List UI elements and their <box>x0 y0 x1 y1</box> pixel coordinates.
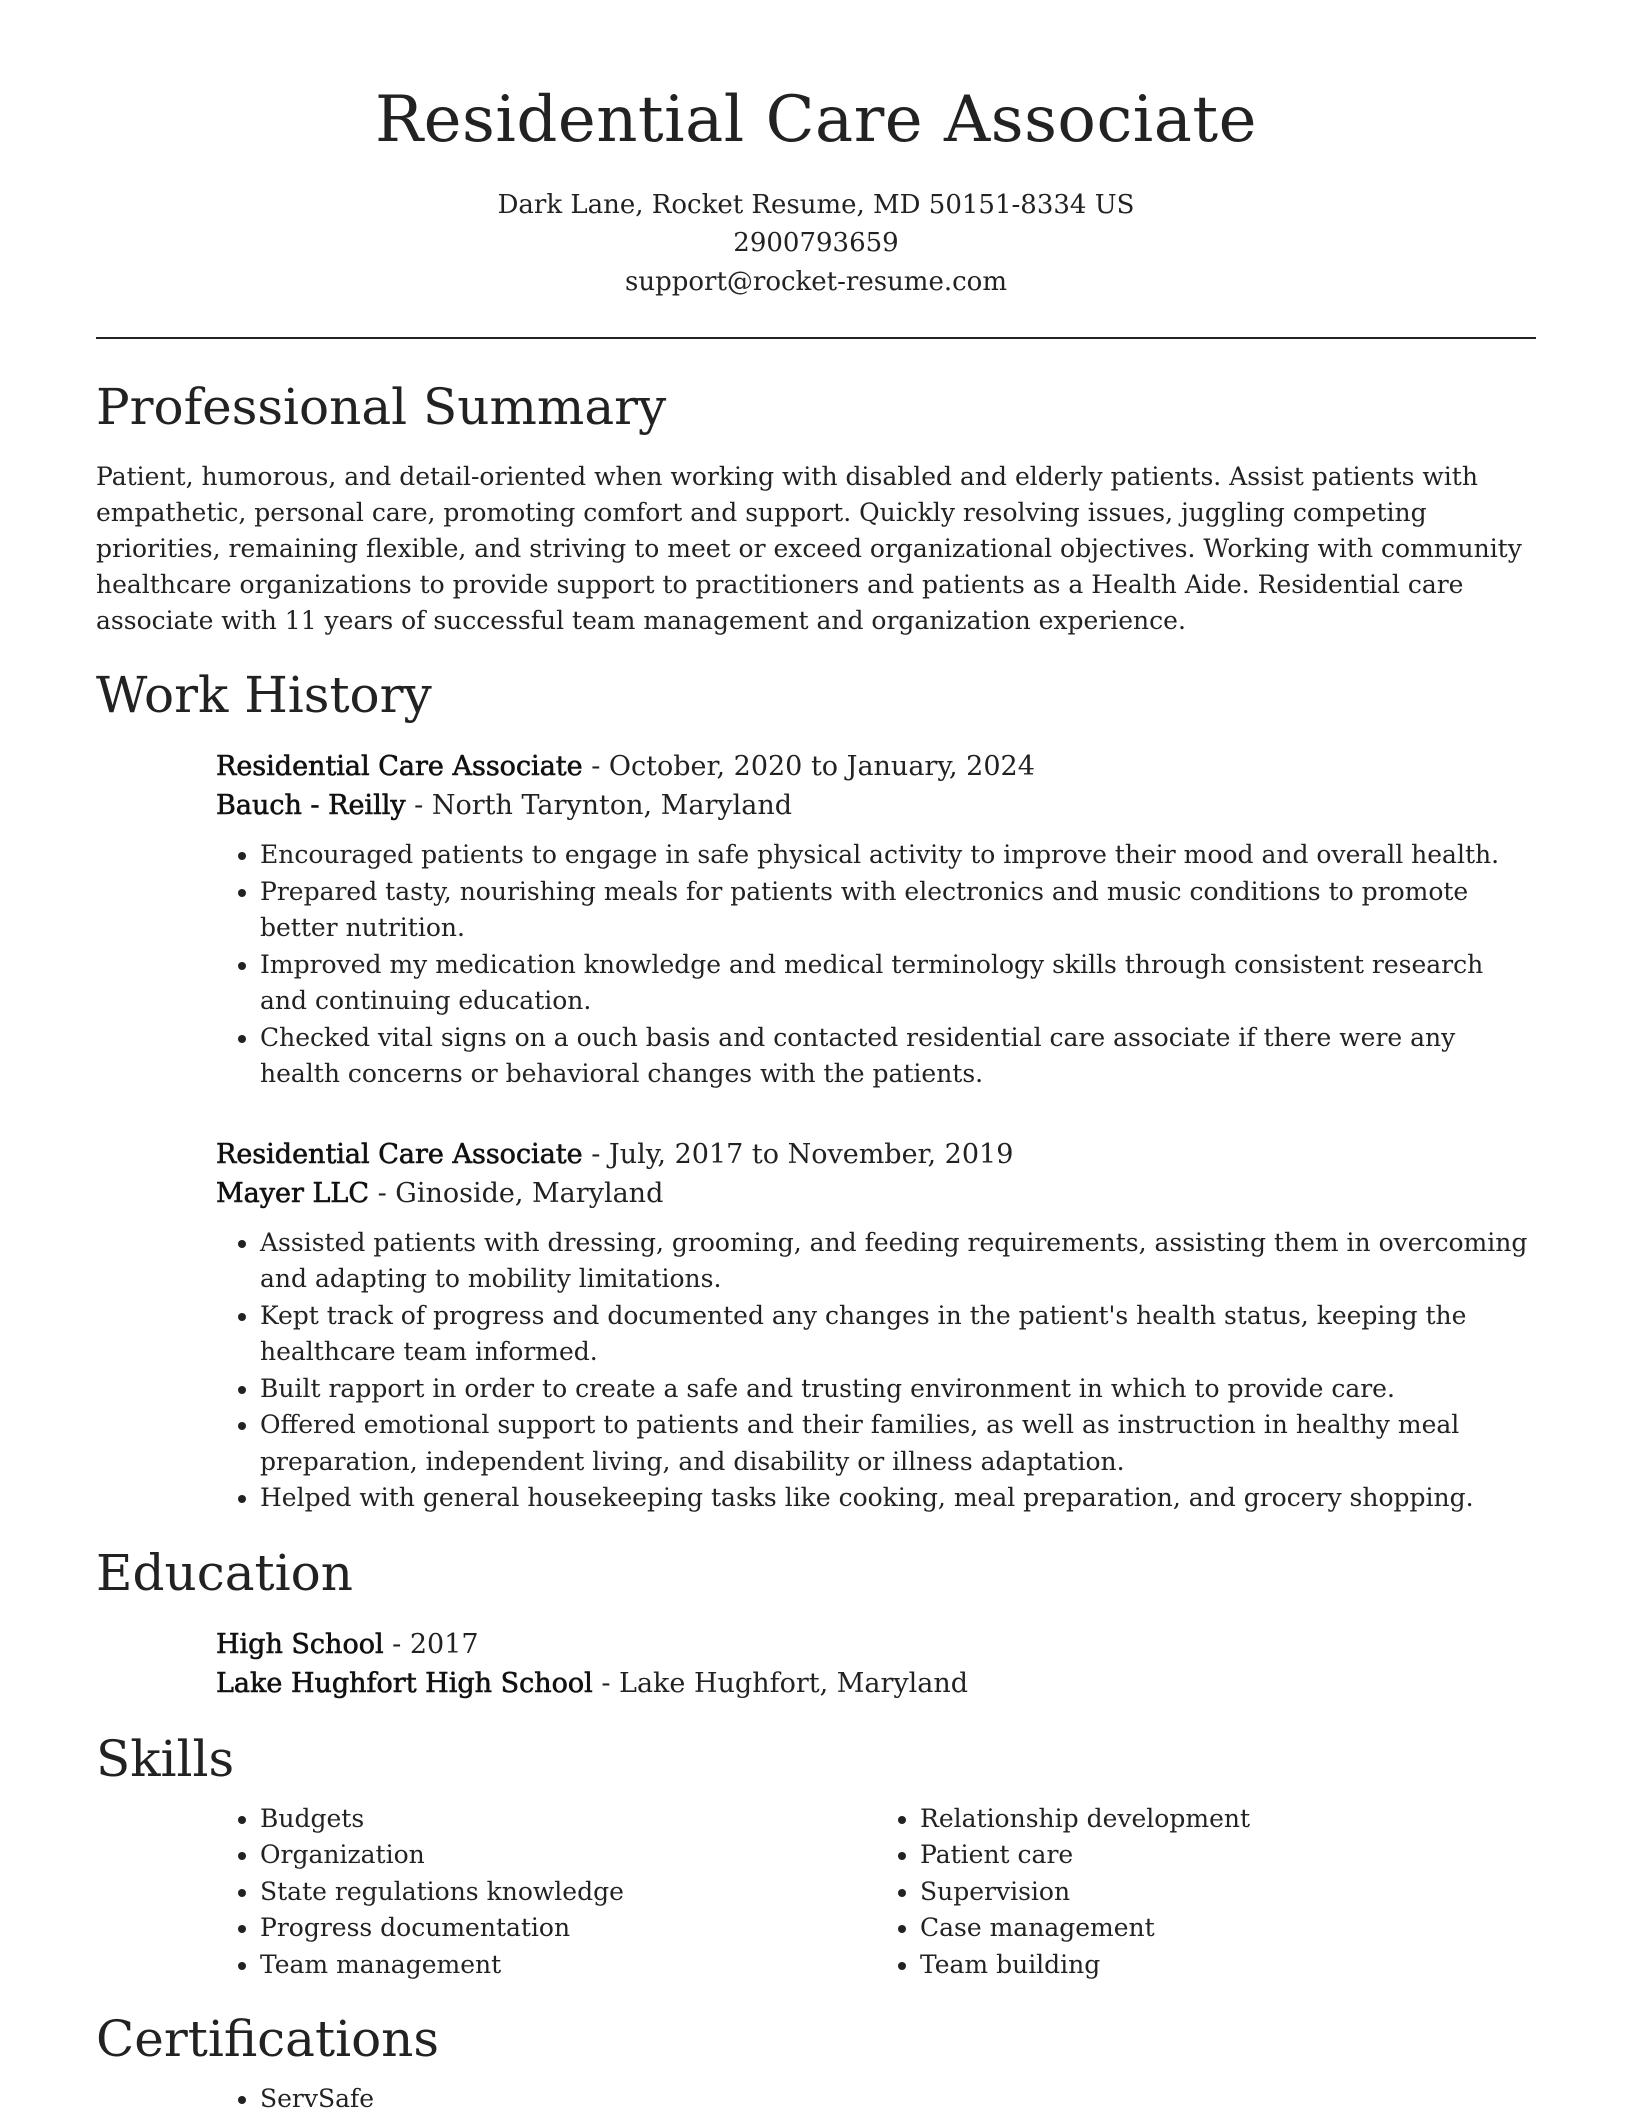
skill-item: • State regulations knowledge <box>260 1874 876 1911</box>
skill-item: • Supervision <box>920 1874 1536 1911</box>
job-bullet: • Prepared tasty, nourishing meals for patients with electronics and music conditions to promote better nutrition. <box>260 874 1536 947</box>
skills-list-left <box>216 1801 876 1984</box>
education-school-line <box>216 1664 1536 1703</box>
contact-phone: 2900793659 <box>733 228 899 259</box>
work-history-title: Work History <box>96 666 432 725</box>
job-title-line <box>216 747 1536 786</box>
education-section <box>96 1543 1536 1703</box>
skills-title: Skills <box>96 1729 235 1788</box>
header-divider <box>96 337 1536 339</box>
skill-item: • Budgets <box>260 1801 876 1838</box>
skill-item: • Team building <box>920 1947 1536 1984</box>
education-school: Lake Hughfort High School <box>216 1667 593 1699</box>
job-bullet: • Built rapport in order to create a safe and trusting environment in which to provide care. <box>260 1371 1536 1408</box>
certifications-title: Certifications <box>96 2010 440 2069</box>
candidate-name: Residential Care Associate <box>374 83 1258 157</box>
job-bullet: • Checked vital signs on a ouch basis and contacted residential care associate if there were any health concerns or behavioral changes with the patients. <box>260 1020 1536 1093</box>
job-role: Residential Care Associate <box>216 751 583 783</box>
skills-columns <box>216 1801 1536 1984</box>
job-bullet: • Assisted patients with dressing, grooming, and feeding requirements, assisting them in overcoming and adapting to mobility limitations. <box>260 1225 1536 1298</box>
skills-list-right <box>876 1801 1536 1984</box>
certification-item: • ServSafe <box>260 2081 1536 2112</box>
job-bullets <box>216 837 1536 1093</box>
job-entry <box>216 747 1536 1093</box>
skill-item: • Patient care <box>920 1837 1536 1874</box>
resume-header <box>96 0 1536 301</box>
summary-section <box>96 377 1536 639</box>
education-degree-line <box>216 1625 1536 1664</box>
contact-email: support@rocket-resume.com <box>624 266 1007 297</box>
job-company-line <box>216 786 1536 825</box>
education-entry <box>216 1625 1536 1703</box>
job-company: Mayer LLC <box>216 1177 369 1209</box>
job-bullet: • Offered emotional support to patients and their families, as well as instruction in healthy meal preparation, independent living, and disability or illness adaptation. <box>260 1407 1536 1480</box>
job-entry <box>216 1135 1536 1517</box>
job-bullet: • Helped with general housekeeping tasks like cooking, meal preparation, and grocery shopping. <box>260 1480 1536 1517</box>
job-bullets <box>216 1225 1536 1517</box>
skill-item: • Relationship development <box>920 1801 1536 1838</box>
certifications-section <box>96 2009 1536 2112</box>
skill-item: • Case management <box>920 1910 1536 1947</box>
job-dates: - October, 2020 to January, 2024 <box>582 751 1035 783</box>
education-year: - 2017 <box>383 1628 479 1660</box>
job-bullet: • Kept track of progress and documented any changes in the patient's health status, keeping the healthcare team informed. <box>260 1298 1536 1371</box>
certifications-list <box>216 2081 1536 2112</box>
job-company: Bauch - Reilly <box>216 790 406 822</box>
skill-item: • Organization <box>260 1837 876 1874</box>
education-degree: High School <box>216 1628 384 1660</box>
job-location: - North Tarynton, Maryland <box>405 790 793 822</box>
job-location: - Ginoside, Maryland <box>368 1177 664 1209</box>
job-title-line <box>216 1135 1536 1174</box>
job-bullet: • Encouraged patients to engage in safe physical activity to improve their mood and overall health. <box>260 837 1536 874</box>
education-location: - Lake Hughfort, Maryland <box>592 1667 969 1699</box>
job-role: Residential Care Associate <box>216 1138 583 1170</box>
work-history-section <box>96 665 1536 1517</box>
summary-text: Patient, humorous, and detail-oriented when working with disabled and elderly patients. Assist patients with empathetic, personal care, promoting comfort and support. Quickly resolving issues, juggling competing priorities, remaining flexible, and striving to meet or exceed organizational objectives. Working with community healthcare organizations to provide support to practitioners and patients as a Health Aide. Residential care associate with 11 years of successful team management and organization experience. <box>96 462 1522 636</box>
skills-section <box>96 1729 1536 1984</box>
job-company-line <box>216 1174 1536 1213</box>
summary-title: Professional Summary <box>96 378 667 437</box>
skill-item: • Progress documentation <box>260 1910 876 1947</box>
job-bullet: • Improved my medication knowledge and medical terminology skills through consistent research and continuing education. <box>260 947 1536 1020</box>
contact-address: Dark Lane, Rocket Resume, MD 50151-8334 US <box>497 189 1135 220</box>
education-title: Education <box>96 1543 353 1602</box>
skill-item: • Team management <box>260 1947 876 1984</box>
job-dates: - July, 2017 to November, 2019 <box>582 1138 1014 1170</box>
